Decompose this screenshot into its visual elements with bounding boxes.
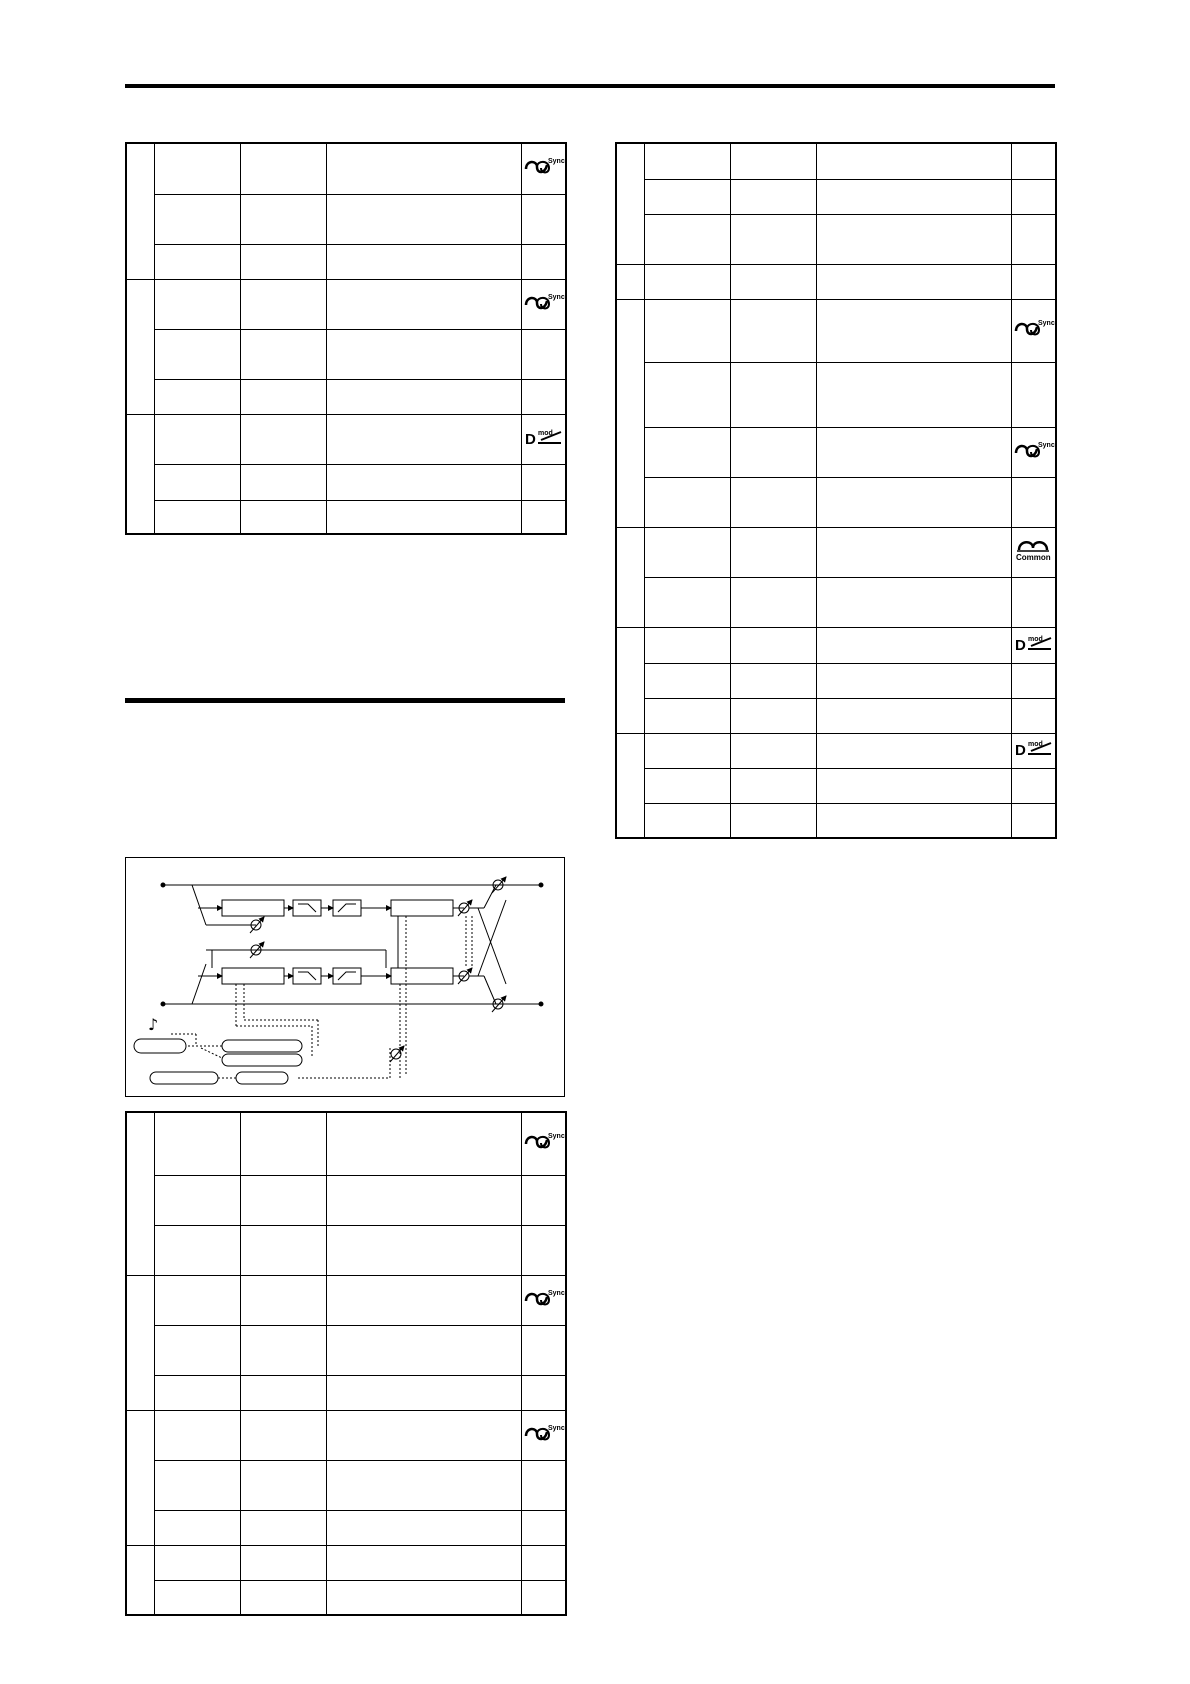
param-range-cell: [730, 214, 816, 264]
common-icon: [1013, 538, 1053, 567]
param-range-cell: [240, 1375, 326, 1410]
group-label-cell: [616, 733, 644, 838]
param-desc-cell: [816, 264, 1011, 299]
param-name-cell: [644, 299, 730, 362]
icon-cell: [521, 379, 566, 414]
table-row: [616, 733, 1056, 768]
svg-text:Sync: Sync: [1038, 320, 1055, 327]
param-range-cell: [730, 427, 816, 477]
param-desc-cell: [816, 698, 1011, 733]
icon-cell: [1011, 803, 1056, 838]
svg-text:♪: ♪: [148, 1015, 159, 1034]
param-range-cell: [240, 279, 326, 329]
svg-text:Sync: Sync: [548, 1133, 565, 1141]
icon-cell: [1011, 264, 1056, 299]
svg-text:Sync: Sync: [548, 158, 565, 166]
param-name-cell: [154, 379, 240, 414]
group-label-cell: [126, 1275, 154, 1410]
icon-cell: [1011, 427, 1056, 477]
table-row: [126, 1175, 566, 1225]
param-range-cell: [240, 414, 326, 464]
table-row: [616, 803, 1056, 838]
param-desc-cell: [326, 1545, 521, 1580]
param-range-cell: [730, 768, 816, 803]
icon-cell: [521, 279, 566, 329]
param-name-cell: [154, 500, 240, 534]
param-name-cell: [154, 1225, 240, 1275]
param-name-cell: [154, 1112, 240, 1175]
table-row: [126, 279, 566, 329]
param-desc-cell: [326, 1510, 521, 1545]
param-name-cell: [154, 1510, 240, 1545]
param-name-cell: [644, 214, 730, 264]
table-row: [126, 414, 566, 464]
table-row: [126, 1410, 566, 1460]
param-range-cell: [240, 194, 326, 244]
svg-text:Sync: Sync: [548, 1289, 565, 1297]
param-name-cell: [154, 464, 240, 500]
icon-cell: [1011, 577, 1056, 627]
icon-cell: [521, 414, 566, 464]
param-name-cell: [154, 1545, 240, 1580]
dmod-icon: [1013, 632, 1053, 659]
group-label-cell: [126, 1112, 154, 1275]
table-row: [126, 1545, 566, 1580]
param-desc-cell: [816, 663, 1011, 698]
param-desc-cell: [816, 627, 1011, 663]
param-desc-cell: [816, 477, 1011, 527]
table-row: [126, 1325, 566, 1375]
param-name-cell: [154, 1325, 240, 1375]
param-desc-cell: [326, 379, 521, 414]
param-name-cell: [154, 1410, 240, 1460]
param-range-cell: [240, 1460, 326, 1510]
param-range-cell: [240, 329, 326, 379]
icon-cell: [521, 244, 566, 279]
svg-text:Common: Common: [1016, 552, 1051, 562]
icon-cell: [521, 1510, 566, 1545]
sync-icon: [523, 1287, 563, 1314]
param-desc-cell: [326, 1225, 521, 1275]
param-desc-cell: [816, 214, 1011, 264]
table-row: [126, 379, 566, 414]
param-name-cell: [644, 527, 730, 577]
param-name-cell: [644, 803, 730, 838]
param-desc-cell: [326, 464, 521, 500]
param-range-cell: [730, 264, 816, 299]
parameter-table-top-left: [125, 142, 567, 535]
table-row: [616, 299, 1056, 362]
param-range-cell: [240, 1275, 326, 1325]
table-row: [126, 1112, 566, 1175]
table-row: [616, 427, 1056, 477]
music-note-icon: [148, 1015, 158, 1034]
dmod-icon: [1013, 737, 1053, 764]
table-row: [126, 1580, 566, 1615]
section-rule: [125, 698, 565, 703]
icon-cell: [521, 1460, 566, 1510]
icon-cell: [521, 1375, 566, 1410]
table-row: [126, 194, 566, 244]
svg-text:D: D: [1015, 742, 1027, 759]
icon-cell: [521, 1580, 566, 1615]
param-range-cell: [240, 500, 326, 534]
param-desc-cell: [326, 329, 521, 379]
param-name-cell: [644, 698, 730, 733]
table-row: [616, 527, 1056, 577]
param-desc-cell: [326, 1275, 521, 1325]
svg-text:Sync: Sync: [548, 1424, 565, 1432]
param-range-cell: [240, 1225, 326, 1275]
param-desc-cell: [816, 362, 1011, 427]
param-name-cell: [154, 1175, 240, 1225]
table-row: [616, 627, 1056, 663]
table-row: [616, 663, 1056, 698]
icon-cell: [1011, 179, 1056, 214]
icon-cell: [521, 329, 566, 379]
param-name-cell: [154, 1375, 240, 1410]
table-row: [126, 464, 566, 500]
param-name-cell: [644, 179, 730, 214]
param-range-cell: [730, 527, 816, 577]
table-row: [126, 244, 566, 279]
icon-cell: [521, 1325, 566, 1375]
param-range-cell: [730, 627, 816, 663]
icon-cell: [521, 1175, 566, 1225]
svg-text:mod: mod: [538, 429, 554, 437]
param-desc-cell: [326, 194, 521, 244]
param-range-cell: [730, 299, 816, 362]
sync-icon: [523, 1130, 563, 1157]
table-row: [616, 477, 1056, 527]
icon-cell: [1011, 362, 1056, 427]
param-range-cell: [730, 698, 816, 733]
icon-cell: [521, 500, 566, 534]
param-name-cell: [644, 143, 730, 179]
param-name-cell: [154, 279, 240, 329]
group-label-cell: [126, 143, 154, 279]
sync-icon: [1013, 439, 1053, 466]
param-desc-cell: [816, 427, 1011, 477]
parameter-table-bottom-left: [125, 1111, 567, 1616]
param-range-cell: [730, 179, 816, 214]
param-range-cell: [730, 477, 816, 527]
param-desc-cell: [326, 1410, 521, 1460]
icon-cell: [521, 1410, 566, 1460]
sync-icon: [523, 1422, 563, 1449]
param-name-cell: [644, 264, 730, 299]
param-range-cell: [730, 362, 816, 427]
icon-cell: [1011, 768, 1056, 803]
svg-text:Sync: Sync: [548, 293, 565, 301]
table-row: [126, 1375, 566, 1410]
param-name-cell: [644, 362, 730, 427]
param-desc-cell: [326, 1112, 521, 1175]
svg-text:D: D: [1015, 636, 1027, 654]
group-label-cell: [126, 414, 154, 534]
param-name-cell: [154, 329, 240, 379]
param-desc-cell: [326, 244, 521, 279]
group-label-cell: [126, 1545, 154, 1615]
param-desc-cell: [326, 1375, 521, 1410]
table-row: [616, 214, 1056, 264]
parameter-table-right: [615, 142, 1057, 839]
param-desc-cell: [816, 179, 1011, 214]
table-row: [126, 500, 566, 534]
svg-text:mod: mod: [1028, 635, 1044, 643]
param-range-cell: [240, 379, 326, 414]
svg-text:mod: mod: [1028, 741, 1044, 748]
param-range-cell: [240, 1112, 326, 1175]
param-range-cell: [240, 143, 326, 194]
table-row: [616, 179, 1056, 214]
icon-cell: [1011, 477, 1056, 527]
param-desc-cell: [326, 143, 521, 194]
table-row: [616, 264, 1056, 299]
icon-cell: [1011, 698, 1056, 733]
icon-cell: [521, 194, 566, 244]
icon-cell: [1011, 733, 1056, 768]
param-desc-cell: [816, 733, 1011, 768]
param-name-cell: [644, 733, 730, 768]
group-label-cell: [616, 627, 644, 733]
param-name-cell: [154, 1275, 240, 1325]
group-label-cell: [616, 299, 644, 527]
table-row: [616, 362, 1056, 427]
table-row: [616, 768, 1056, 803]
param-range-cell: [240, 1410, 326, 1460]
table-row: [616, 698, 1056, 733]
param-range-cell: [730, 663, 816, 698]
svg-text:Sync: Sync: [1038, 441, 1055, 449]
param-name-cell: [644, 663, 730, 698]
diagram-svg: [126, 858, 566, 1098]
icon-cell: [1011, 214, 1056, 264]
table-row: [126, 1460, 566, 1510]
svg-text:D: D: [525, 430, 537, 448]
param-range-cell: [240, 244, 326, 279]
param-name-cell: [644, 477, 730, 527]
icon-cell: [1011, 663, 1056, 698]
icon-cell: [521, 1225, 566, 1275]
param-range-cell: [240, 464, 326, 500]
param-desc-cell: [816, 803, 1011, 838]
param-range-cell: [240, 1580, 326, 1615]
sync-icon: [523, 155, 563, 182]
param-desc-cell: [326, 1325, 521, 1375]
param-desc-cell: [816, 577, 1011, 627]
param-desc-cell: [816, 527, 1011, 577]
icon-cell: [521, 143, 566, 194]
table-row: [126, 1225, 566, 1275]
param-desc-cell: [326, 1175, 521, 1225]
param-desc-cell: [816, 768, 1011, 803]
param-name-cell: [154, 194, 240, 244]
param-desc-cell: [816, 143, 1011, 179]
group-label-cell: [126, 1410, 154, 1545]
icon-cell: [521, 1275, 566, 1325]
param-name-cell: [644, 768, 730, 803]
icon-cell: [1011, 143, 1056, 179]
dmod-icon: [523, 426, 563, 453]
param-desc-cell: [326, 1460, 521, 1510]
icon-cell: [521, 1545, 566, 1580]
param-range-cell: [240, 1545, 326, 1580]
effect-signal-flow-diagram: [125, 857, 565, 1097]
param-desc-cell: [326, 414, 521, 464]
table-row: [126, 1275, 566, 1325]
param-desc-cell: [326, 1580, 521, 1615]
param-name-cell: [644, 627, 730, 663]
table-row: [616, 577, 1056, 627]
param-desc-cell: [816, 299, 1011, 362]
sync-icon: [523, 291, 563, 318]
icon-cell: [1011, 627, 1056, 663]
param-desc-cell: [326, 279, 521, 329]
table-row: [126, 143, 566, 194]
param-name-cell: [154, 1580, 240, 1615]
param-name-cell: [154, 244, 240, 279]
icon-cell: [521, 1112, 566, 1175]
group-label-cell: [616, 527, 644, 627]
table-row: [616, 143, 1056, 179]
sync-icon: [1013, 317, 1053, 344]
param-range-cell: [240, 1510, 326, 1545]
param-range-cell: [240, 1325, 326, 1375]
header-rule: [125, 84, 1055, 88]
param-range-cell: [730, 143, 816, 179]
param-name-cell: [154, 143, 240, 194]
param-desc-cell: [326, 500, 521, 534]
group-label-cell: [616, 264, 644, 299]
param-range-cell: [730, 803, 816, 838]
param-range-cell: [240, 1175, 326, 1225]
icon-cell: [521, 464, 566, 500]
table-row: [126, 1510, 566, 1545]
param-name-cell: [154, 414, 240, 464]
group-label-cell: [616, 143, 644, 264]
icon-cell: [1011, 299, 1056, 362]
param-range-cell: [730, 577, 816, 627]
param-name-cell: [644, 427, 730, 477]
param-name-cell: [644, 577, 730, 627]
param-name-cell: [154, 1460, 240, 1510]
param-range-cell: [730, 733, 816, 768]
group-label-cell: [126, 279, 154, 414]
table-row: [126, 329, 566, 379]
icon-cell: [1011, 527, 1056, 577]
